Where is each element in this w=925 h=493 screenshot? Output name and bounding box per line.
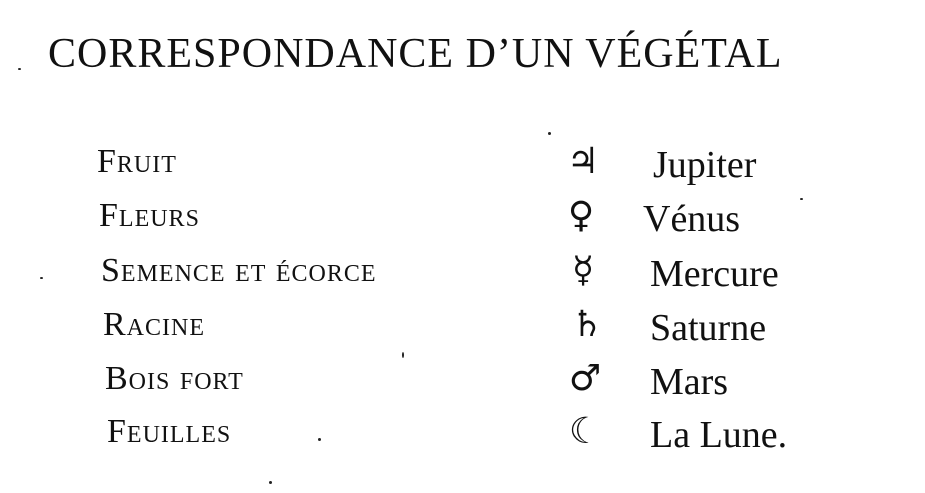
saturn-symbol-icon: ♄ <box>570 304 604 345</box>
plant-part-label: Feuilles <box>107 413 232 450</box>
print-speck <box>269 481 272 484</box>
mercury-symbol-icon: ☿ <box>571 250 595 291</box>
page-title: CORRESPONDANCE D’UN VÉGÉTAL <box>48 31 783 77</box>
print-speck <box>548 132 551 135</box>
plant-part-label: Bois fort <box>105 360 244 397</box>
jupiter-symbol-icon: ♃ <box>566 141 600 182</box>
planet-name: Mars <box>650 361 729 403</box>
plant-part-label: Racine <box>103 306 206 343</box>
planet-name: La Lune. <box>650 414 788 456</box>
venus-symbol-icon: ♀ <box>567 195 595 236</box>
print-speck <box>800 198 803 200</box>
planet-name: Saturne <box>650 307 767 349</box>
planet-name: Vénus <box>643 198 741 240</box>
correspondence-row <box>0 197 925 247</box>
planet-name: Mercure <box>650 253 779 295</box>
correspondence-row <box>0 360 925 410</box>
print-speck <box>318 438 321 441</box>
correspondence-row <box>0 143 925 193</box>
print-speck <box>18 68 21 70</box>
correspondence-row <box>0 252 925 302</box>
mars-symbol-icon: ♂ <box>568 358 602 399</box>
correspondence-row <box>0 413 925 463</box>
plant-part-label: Fruit <box>97 143 177 180</box>
planet-name: Jupiter <box>653 144 757 186</box>
moon-symbol-icon: ☾ <box>568 411 602 452</box>
print-speck <box>402 352 404 358</box>
correspondence-row <box>0 306 925 356</box>
plant-part-label: Fleurs <box>99 197 200 234</box>
print-speck <box>40 277 43 279</box>
plant-part-label: Semence et écorce <box>101 252 377 289</box>
